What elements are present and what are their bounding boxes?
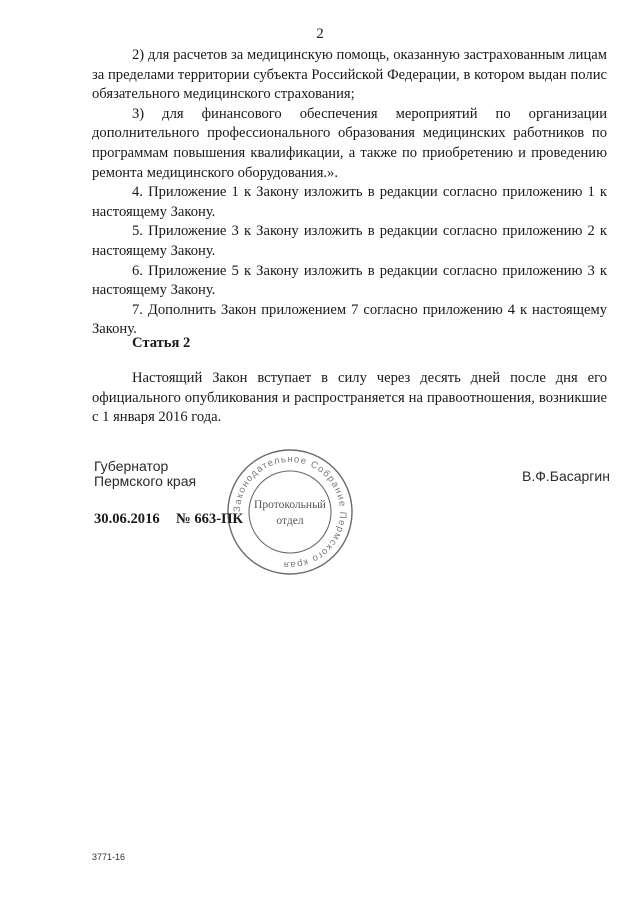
- signatory-title: [94, 459, 196, 489]
- paragraph-item-2: 2) для расчетов за медицинскую помощь, оказанную застрахованным лицам за пределами территории субъекта Российской Федерации, в котором выдан полис обязательного медицинского страхования;: [92, 47, 607, 103]
- signatory-title-line2: Пермского края: [94, 473, 197, 489]
- paragraph-point-4: 4. Приложение 1 к Закону изложить в редакции согласно приложению 1 к настоящему Закону.: [92, 184, 607, 220]
- paragraph-point-5: 5. Приложение 3 к Закону изложить в редакции согласно приложению 2 к настоящему Закону.: [92, 223, 607, 259]
- body-text: [92, 46, 607, 340]
- stamp-center-line1: Протокольный: [254, 499, 326, 511]
- paragraph-item-3: 3) для финансового обеспечения мероприятий по организации дополнительного профессионального образования медицинских работников по программам повышения квалификации, а также по приобретению и проведению ремонта медицинского оборудования.».: [92, 105, 607, 181]
- signatory-title-line1: Губернатор: [94, 458, 169, 474]
- paragraph-point-6: 6. Приложение 5 к Закону изложить в редакции согласно приложению 3 к настоящему Закону.: [92, 262, 607, 299]
- page-number: 2: [316, 26, 324, 42]
- stamp-center-line2: отдел: [276, 515, 304, 527]
- official-stamp: [224, 446, 356, 578]
- article-heading: Статья 2: [132, 335, 191, 351]
- signatory-name: В.Ф.Басаргин: [522, 468, 610, 484]
- paragraph-point-7: 7. Дополнить Закон приложением 7 согласно приложению 4 к настоящему Закону.: [92, 301, 607, 338]
- document-code: 3771-16: [92, 852, 126, 862]
- law-date: 30.06.2016: [94, 511, 160, 527]
- stamp-ring-text: Законодательное Собрание Пермского края: [231, 453, 349, 571]
- law-number: № 663-ПК: [176, 511, 243, 527]
- article-text: Настоящий Закон вступает в силу через десять дней после дня его официального опубликования и распространяется на правоотношения, возникшие с 1 января 2016 года.: [92, 370, 607, 426]
